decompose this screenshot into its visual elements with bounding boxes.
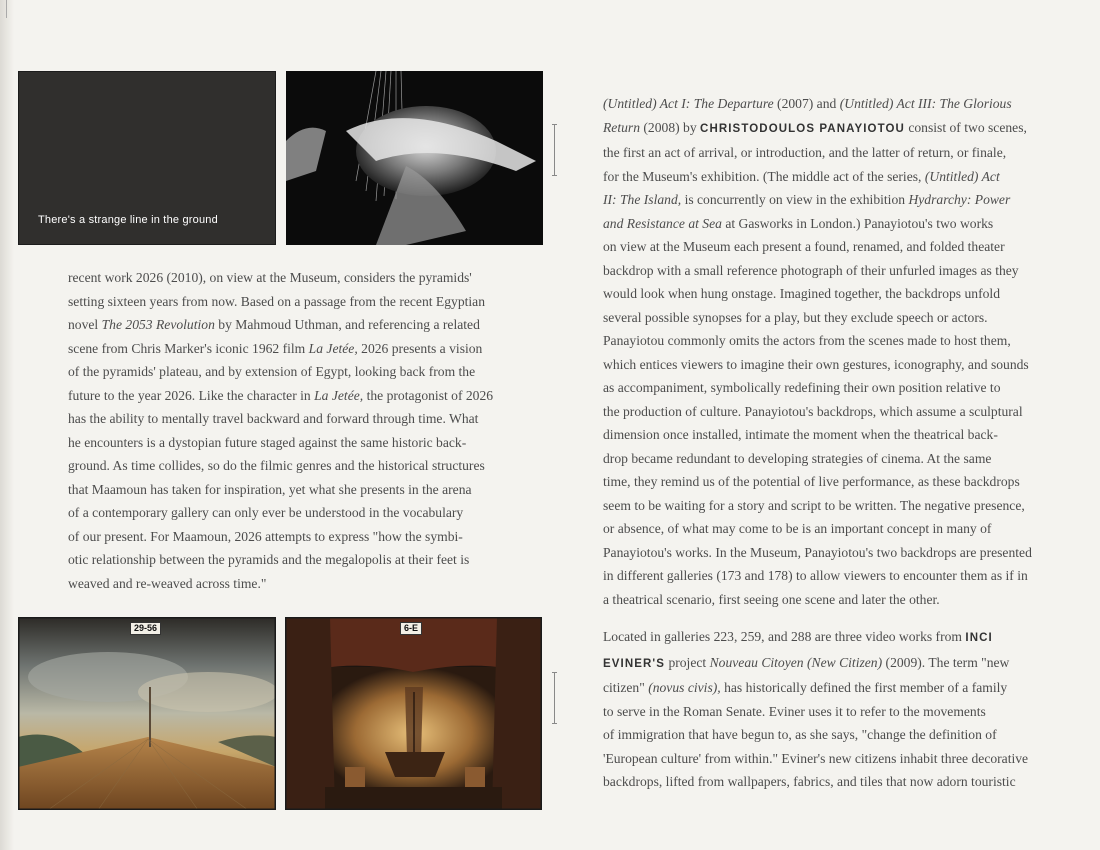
text-line: as accompaniment, symbolically redefining their own position relative to [603,380,1001,395]
text-line: the production of culture. Panayiotou's backdrops, which assume a sculptural [603,403,1023,419]
text-line: which entices viewers to imagine their own gestures, iconography, and sounds [603,356,1029,372]
text-line: (Untitled) Act I: The Departure (2007) and (Untitled) Act III: The Glorious [603,96,1012,111]
text-line: has the ability to mentally travel backward and forward through time. What [68,411,479,426]
text-line: dimension once installed, intimate the moment when the theatrical back- [603,427,998,442]
left-column-text [68,266,508,595]
margin-bracket-mark [554,672,555,724]
text-line: backdrops, lifted from wallpapers, fabrics, and tiles that now adorn touristic [603,774,1016,789]
text-line: 'European culture' from within." Eviner's new citizens inhabit three decorative [603,750,1029,766]
text-line: ground. As time collides, so do the filmic genres and the historical structures [68,458,485,473]
text-line: a theatrical scenario, first seeing one scene and later the other. [603,591,940,607]
text-line: future to the year 2026. Like the character in La Jetée, the protagonist of 2026 [68,387,494,403]
text-line: citizen" (novus civis), has historically defined the first member of a family [603,680,1008,695]
right-column-text [603,92,1043,794]
crop-mark [6,0,7,18]
text-line: novel The 2053 Revolution by Mahmoud Uthman, and referencing a related [68,317,480,332]
text-line: Located in galleries 223, 259, and 288 are three video works from INCI [603,629,993,644]
text-line: time, they remind us of the potential of live performance, as these backdrops [603,474,1020,489]
text-line: Panayiotou's works. In the Museum, Panayiotou's two backdrops are presented [603,544,1032,560]
paragraph-eviner [603,625,1043,794]
photo-figure-image [286,71,543,245]
photo-backdrop-ship-deck [18,617,276,810]
text-line: the first an act of arrival, or introduction, and the latter of return, or finale, [603,145,1007,160]
text-line: of immigration that have begun to, as she says, "change the definition of [603,727,997,742]
text-line: and Resistance at Sea at Gasworks in London.) Panayiotou's two works [603,215,994,231]
text-line: on view at the Museum each present a found, renamed, and folded theater [603,239,1005,254]
backdrop-deck-image [18,617,276,810]
video-subtitle-caption: There's a strange line in the ground [38,214,218,226]
text-line: seem to be waiting for a story and script to be written. The negative presence, [603,497,1025,513]
text-line: drop became redundant to developing strategies of cinema. At the same [603,450,992,466]
text-line: scene from Chris Marker's iconic 1962 film La Jetée, 2026 presents a vision [68,340,483,356]
text-line: Return (2008) by CHRISTODOULOS PANAYIOTOU consist of two scenes, [603,119,1027,135]
page-gutter-shadow [0,0,14,850]
photo-number-tag: 6-E [400,622,422,635]
artist-name: CHRISTODOULOS PANAYIOTOU [700,122,905,135]
text-line: in different galleries (173 and 178) to allow viewers to encounter them as if in [603,568,1028,583]
photo-number-tag: 29-56 [130,622,161,635]
text-line: for the Museum's exhibition. (The middle act of the series, (Untitled) Act [603,168,1000,184]
text-line: II: The Island, is concurrently on view in the exhibition Hydrarchy: Power [603,192,1011,207]
photo-reclining-figure [286,71,543,245]
text-line: EVINER'S project Nouveau Citoyen (New Citizen) (2009). The term "new [603,654,1010,670]
text-line: otic relationship between the pyramids and the megalopolis at their feet is [68,552,470,567]
text-line: weaved and re-weaved across time." [68,575,267,591]
text-line: that Maamoun has taken for inspiration, yet what she presents in the arena [68,481,472,497]
text-line: of the pyramids' plateau, and by extension of Egypt, looking back from the [68,364,476,379]
text-line: setting sixteen years from now. Based on a passage from the recent Egyptian [68,293,485,309]
text-line: of a contemporary gallery can only ever be understood in the vocabulary [68,505,464,520]
text-line: recent work 2026 (2010), on view at the Museum, considers the pyramids' [68,270,472,285]
text-line: or absence, of what may come to be is an important concept in many of [603,521,992,536]
margin-bracket-mark [554,124,555,176]
backdrop-theater-image [285,617,542,810]
artist-name: EVINER'S [603,657,666,670]
artist-name: INCI [965,632,993,644]
photo-backdrop-theater-ship [285,617,542,810]
text-line: would look when hung onstage. Imagined together, the backdrops unfold [603,286,1000,301]
text-line: he encounters is a dystopian future staged against the same historic back- [68,434,467,450]
text-line: of our present. For Maamoun, 2026 attempts to express "how the symbi- [68,528,463,544]
text-line: backdrop with a small reference photograph of their unfurled images as they [603,262,1019,278]
text-line: several possible synopses for a play, but they exclude speech or actors. [603,309,988,325]
text-line: Panayiotou commonly omits the actors from the scenes made to host them, [603,333,1011,348]
text-line: to serve in the Roman Senate. Eviner uses it to refer to the movements [603,703,986,719]
